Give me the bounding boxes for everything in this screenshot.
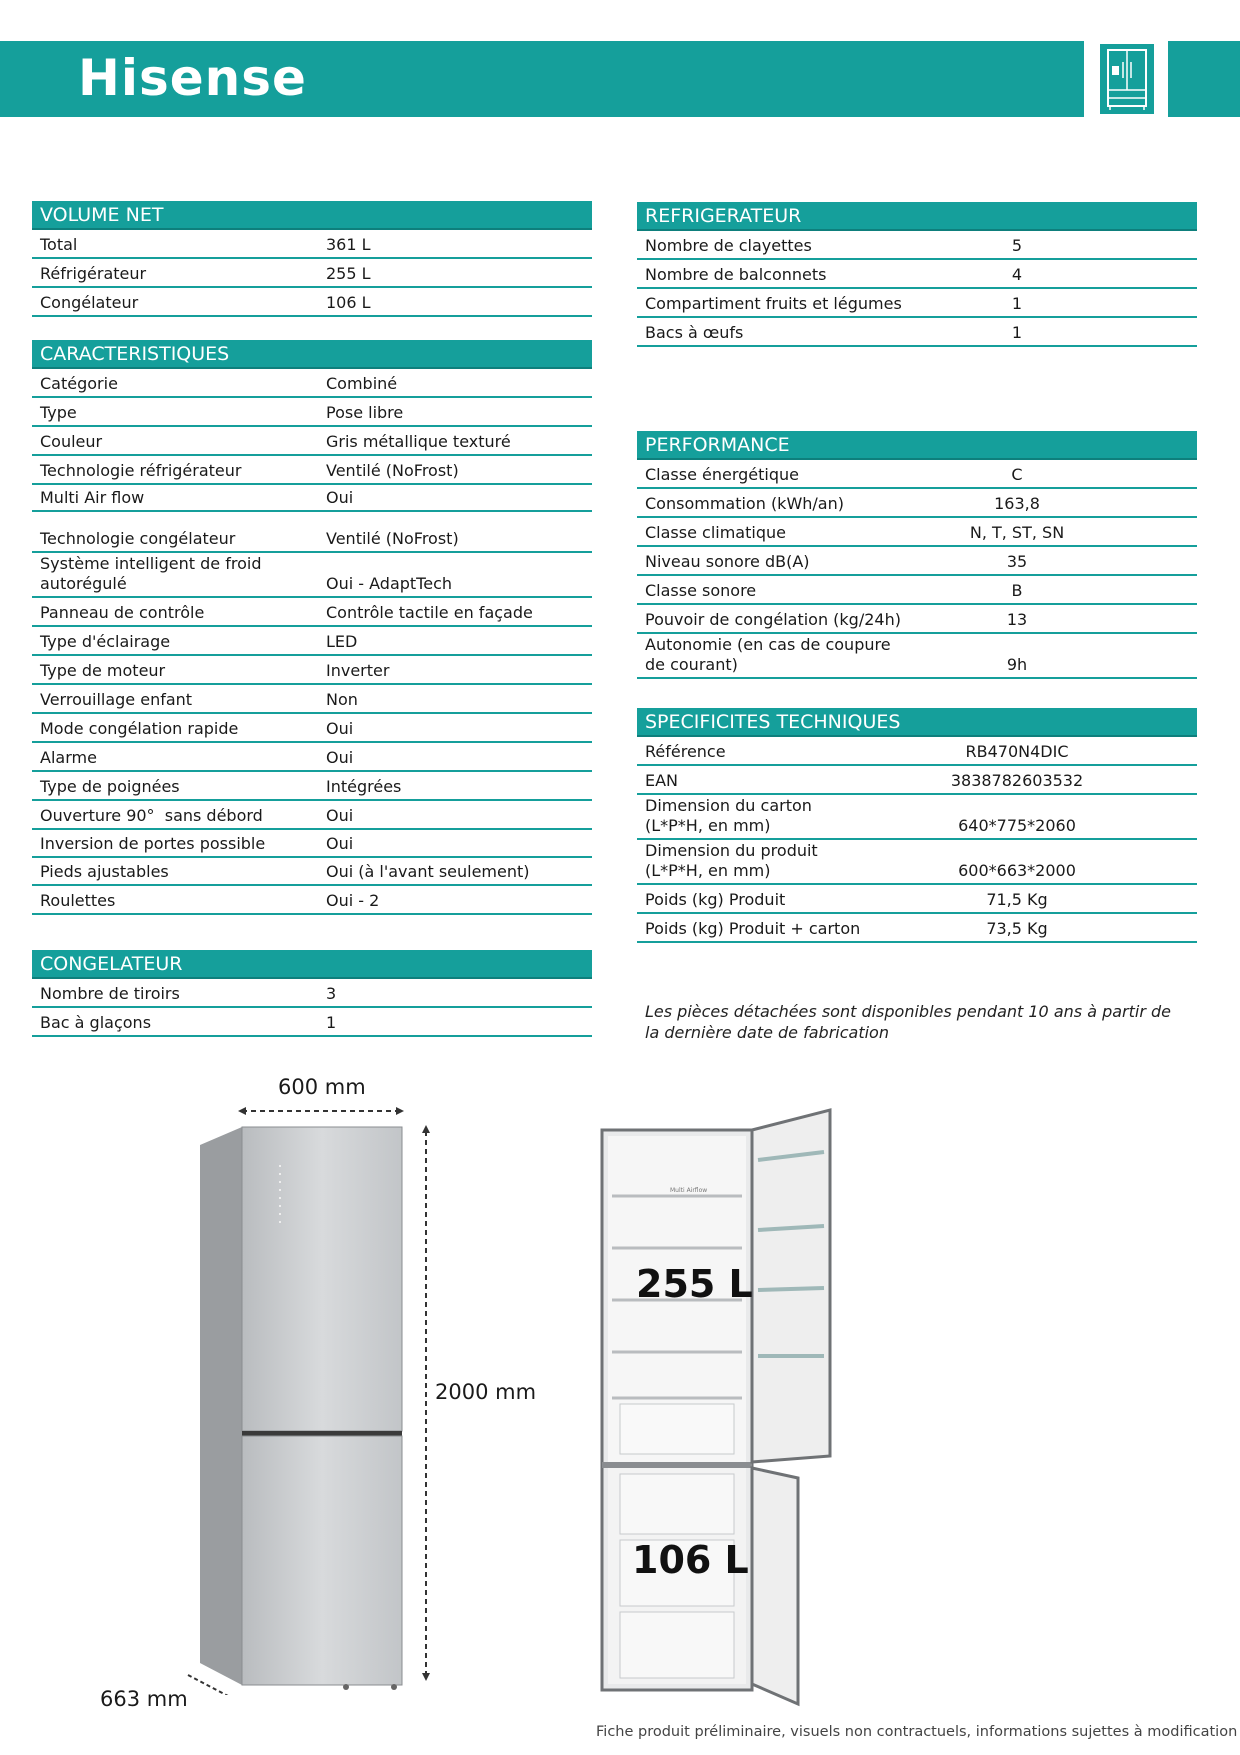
row-value: N, T, ST, SN [969, 523, 1065, 542]
table-row [32, 288, 592, 317]
section-volume-net [32, 201, 592, 317]
row-value: 106 L [326, 293, 371, 312]
section-refrigerateur [637, 202, 1197, 347]
row-label: Poids (kg) Produit + carton [645, 919, 861, 938]
shelf-print: Multi Airflow [670, 1187, 708, 1194]
row-label: Classe sonore [645, 581, 757, 600]
row-value: Combiné [326, 374, 398, 393]
row-label: Classe énergétique [645, 465, 800, 484]
table-row [32, 259, 592, 288]
table-row [637, 914, 1197, 943]
row-label: Nombre de clayettes [645, 236, 812, 255]
row-label: Pieds ajustables [40, 862, 169, 881]
row-label: Pouvoir de congélation (kg/24h) [645, 610, 901, 629]
row-label: Consommation (kWh/an) [645, 494, 844, 513]
row-value: Pose libre [326, 403, 404, 422]
table-row [637, 460, 1197, 489]
row-label: Système intelligent de froid autorégulé [40, 554, 262, 593]
row-label: Dimension du produit (L*P*H, en mm) [645, 841, 818, 880]
row-value: Oui [326, 834, 354, 853]
row-label: Type de poignées [40, 777, 180, 796]
footer-disclaimer: Fiche produit préliminaire, visuels non contractuels, informations sujettes à modification [596, 1724, 1238, 1740]
row-value: Intégrées [326, 777, 402, 796]
row-label: Multi Air flow [40, 488, 145, 507]
row-value: 13 [1006, 610, 1028, 629]
spare-parts-note: Les pièces détachées sont disponibles pendant 10 ans à partir de la dernière date de fabrication [645, 1002, 1171, 1042]
table-row [637, 766, 1197, 795]
row-value: Oui - 2 [326, 891, 380, 910]
fridge-volume-label: 255 L [636, 1262, 753, 1306]
table-row [637, 605, 1197, 634]
row-label: EAN [645, 771, 679, 790]
freezer-volume-label: 106 L [632, 1538, 749, 1582]
table-row [637, 289, 1197, 318]
table-row [637, 231, 1197, 260]
row-value: Ventilé (NoFrost) [326, 461, 459, 480]
table-row [32, 485, 592, 512]
row-value: RB470N4DIC [965, 742, 1069, 761]
section-title: CONGELATEUR [32, 950, 592, 979]
row-label: Technologie réfrigérateur [40, 461, 242, 480]
row-label: Panneau de contrôle [40, 603, 205, 622]
row-label: Réfrigérateur [40, 264, 147, 283]
table-row [32, 743, 592, 772]
row-label: Alarme [40, 748, 97, 767]
row-label: Référence [645, 742, 726, 761]
section-caracteristiques [32, 340, 592, 915]
row-label: Compartiment fruits et légumes [645, 294, 902, 313]
row-label: Poids (kg) Produit [645, 890, 786, 909]
row-value: 640*775*2060 [958, 816, 1076, 835]
row-value: 35 [1006, 552, 1028, 571]
open-fridge-illustration [598, 1100, 838, 1710]
header-band-end [1168, 41, 1240, 117]
section-title: REFRIGERATEUR [637, 202, 1197, 231]
row-value: C [1011, 465, 1023, 484]
table-row [637, 318, 1197, 347]
table-row [32, 656, 592, 685]
table-row [32, 512, 592, 553]
row-label: Dimension du carton (L*P*H, en mm) [645, 796, 812, 835]
table-row [32, 979, 592, 1008]
row-value: LED [326, 632, 358, 651]
depth-dimension-label: 663 mm [100, 1687, 188, 1711]
table-row [637, 518, 1197, 547]
row-value: Oui [326, 719, 354, 738]
row-label: Classe climatique [645, 523, 786, 542]
row-label: Total [40, 235, 78, 254]
row-value: 71,5 Kg [986, 890, 1048, 909]
table-row [637, 840, 1197, 885]
row-label: Bacs à œufs [645, 323, 744, 342]
section-title: CARACTERISTIQUES [32, 340, 592, 369]
row-label: Verrouillage enfant [40, 690, 193, 709]
table-row [32, 369, 592, 398]
row-value: 4 [1011, 265, 1023, 284]
section-title: SPECIFICITES TECHNIQUES [637, 708, 1197, 737]
row-value: 163,8 [994, 494, 1040, 513]
section-congelateur [32, 950, 592, 1037]
row-value: 1 [326, 1013, 337, 1032]
row-value: 1 [1011, 294, 1023, 313]
height-dimension-label: 2000 mm [435, 1380, 537, 1404]
row-label: Mode congélation rapide [40, 719, 239, 738]
row-value: Non [326, 690, 358, 709]
table-row [32, 714, 592, 743]
width-dimension-label: 600 mm [278, 1075, 366, 1099]
table-row [32, 858, 592, 886]
row-label: Type d'éclairage [40, 632, 171, 651]
row-value: 9h [1006, 655, 1028, 674]
table-row [637, 576, 1197, 605]
row-label: Roulettes [40, 891, 116, 910]
row-value: Contrôle tactile en façade [326, 603, 533, 622]
row-value: 3838782603532 [950, 771, 1084, 790]
row-value: 600*663*2000 [958, 861, 1076, 880]
row-value: Inverter [326, 661, 390, 680]
row-value: 255 L [326, 264, 371, 283]
row-value: Oui [326, 488, 354, 507]
table-row [32, 627, 592, 656]
row-value: B [1011, 581, 1023, 600]
row-label: Autonomie (en cas de coupure de courant) [645, 635, 891, 674]
table-row [637, 795, 1197, 840]
row-label: Bac à glaçons [40, 1013, 152, 1032]
table-row [32, 598, 592, 627]
table-row [637, 547, 1197, 576]
table-row [637, 634, 1197, 679]
row-label: Niveau sonore dB(A) [645, 552, 810, 571]
table-row [637, 260, 1197, 289]
table-row [32, 801, 592, 830]
row-label: Couleur [40, 432, 103, 451]
row-label: Ouverture 90° sans débord [40, 806, 263, 825]
row-value: Oui [326, 806, 354, 825]
section-performance [637, 431, 1197, 679]
row-label: Nombre de balconnets [645, 265, 827, 284]
row-value: 361 L [326, 235, 371, 254]
section-specificites [637, 708, 1197, 943]
row-value: 3 [326, 984, 337, 1003]
row-value: Gris métallique texturé [326, 432, 511, 451]
row-label: Catégorie [40, 374, 118, 393]
row-value: Oui (à l'avant seulement) [326, 862, 530, 881]
row-label: Congélateur [40, 293, 139, 312]
row-label: Technologie congélateur [40, 529, 236, 548]
row-value: 73,5 Kg [986, 919, 1048, 938]
row-label: Nombre de tiroirs [40, 984, 180, 1003]
row-value: 5 [1011, 236, 1023, 255]
row-label: Inversion de portes possible [40, 834, 266, 853]
table-row [32, 685, 592, 714]
table-row [32, 553, 592, 598]
table-row [32, 886, 592, 915]
table-row [32, 830, 592, 858]
table-row [32, 427, 592, 456]
section-title: PERFORMANCE [637, 431, 1197, 460]
section-title: VOLUME NET [32, 201, 592, 230]
table-row [32, 456, 592, 485]
table-row [637, 737, 1197, 766]
brand-logo: Hisense [78, 49, 307, 107]
row-value: Oui - AdaptTech [326, 574, 453, 593]
row-label: Type de moteur [40, 661, 166, 680]
table-row [637, 489, 1197, 518]
table-row [637, 885, 1197, 914]
row-value: 1 [1011, 323, 1023, 342]
table-row [32, 398, 592, 427]
table-row [32, 772, 592, 801]
row-label: Type [40, 403, 77, 422]
row-value: Oui [326, 748, 354, 767]
row-value: Ventilé (NoFrost) [326, 529, 459, 548]
table-row [32, 230, 592, 259]
table-row [32, 1008, 592, 1037]
fridge-icon [1100, 44, 1154, 114]
